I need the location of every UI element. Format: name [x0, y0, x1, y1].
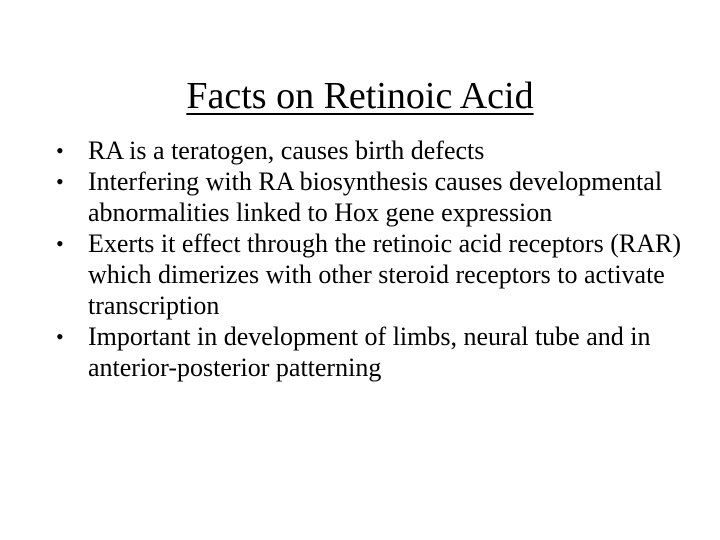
bullet-icon: • [56, 138, 64, 163]
bullet-text: Exerts it effect through the retinoic acid receptors (RAR) which dimerizes with other steroid receptors to activate transcription [88, 229, 681, 320]
bullet-item [54, 321, 684, 383]
bullet-text: RA is a teratogen, causes birth defects [88, 136, 485, 165]
bullet-text: Important in development of limbs, neural tube and in anterior-posterior patterning [88, 322, 651, 382]
bullet-item [54, 166, 684, 228]
bullet-icon: • [56, 324, 64, 349]
slide-title-text: Facts on Retinoic Acid [186, 75, 534, 117]
bullet-icon: • [56, 169, 64, 194]
bullet-text: Interfering with RA biosynthesis causes developmental abnormalities linked to Hox gene expression [88, 167, 663, 227]
bullet-item [54, 135, 684, 166]
bullet-item [54, 228, 684, 321]
bullet-list [54, 135, 684, 383]
bullet-icon: • [56, 231, 64, 256]
slide-title [0, 74, 720, 118]
